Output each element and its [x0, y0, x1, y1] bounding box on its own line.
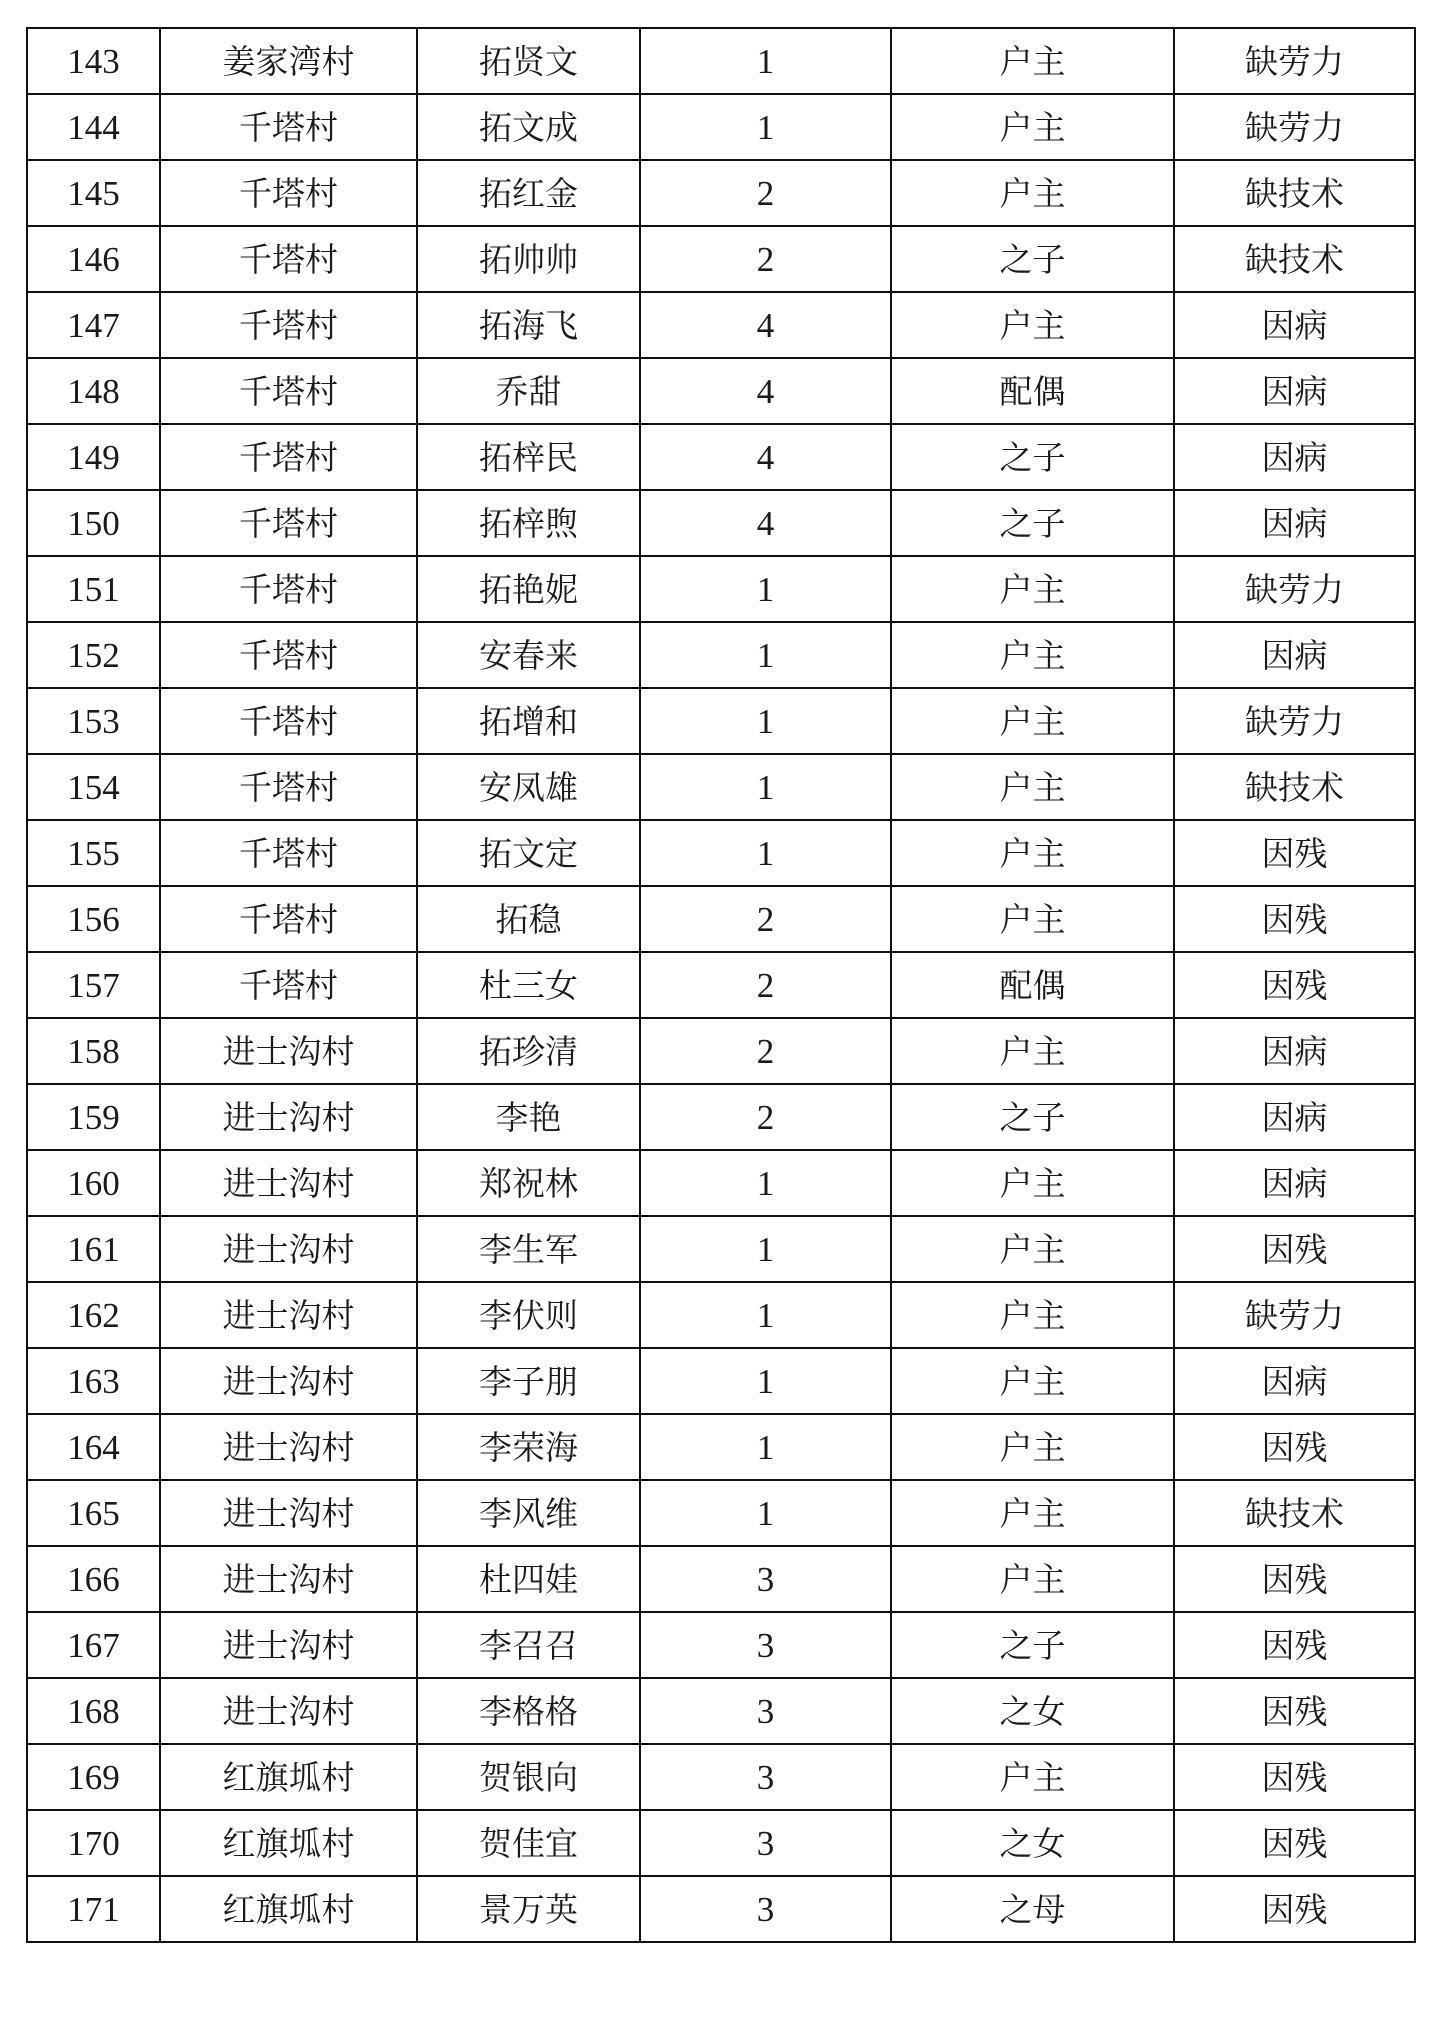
relation-cell: 配偶	[891, 952, 1174, 1018]
village-cell: 进士沟村	[160, 1414, 417, 1480]
row-number-cell: 156	[27, 886, 160, 952]
household-size-cell: 1	[640, 1216, 891, 1282]
poverty-cause-cell: 因病	[1174, 1084, 1415, 1150]
village-cell: 进士沟村	[160, 1612, 417, 1678]
table-row	[27, 820, 1415, 886]
relation-cell: 之子	[891, 424, 1174, 490]
household-size-cell: 4	[640, 292, 891, 358]
relation-cell: 之子	[891, 1084, 1174, 1150]
poverty-cause-cell: 因病	[1174, 1018, 1415, 1084]
table-row	[27, 1876, 1415, 1942]
table-row	[27, 1216, 1415, 1282]
table-row	[27, 1150, 1415, 1216]
relation-cell: 户主	[891, 94, 1174, 160]
table-row	[27, 886, 1415, 952]
relation-cell: 户主	[891, 28, 1174, 94]
household-size-cell: 4	[640, 490, 891, 556]
household-size-cell: 2	[640, 1018, 891, 1084]
poverty-cause-cell: 因病	[1174, 292, 1415, 358]
village-cell: 进士沟村	[160, 1480, 417, 1546]
poverty-cause-cell: 缺劳力	[1174, 28, 1415, 94]
name-cell: 拓红金	[417, 160, 640, 226]
row-number-cell: 148	[27, 358, 160, 424]
row-number-cell: 152	[27, 622, 160, 688]
village-cell: 进士沟村	[160, 1348, 417, 1414]
table-row	[27, 1810, 1415, 1876]
relation-cell: 户主	[891, 1480, 1174, 1546]
household-size-cell: 3	[640, 1678, 891, 1744]
relation-cell: 户主	[891, 820, 1174, 886]
table-row	[27, 1414, 1415, 1480]
name-cell: 景万英	[417, 1876, 640, 1942]
poverty-cause-cell: 因病	[1174, 1150, 1415, 1216]
relation-cell: 户主	[891, 1348, 1174, 1414]
relation-cell: 户主	[891, 1018, 1174, 1084]
name-cell: 拓帅帅	[417, 226, 640, 292]
village-cell: 千塔村	[160, 886, 417, 952]
relation-cell: 配偶	[891, 358, 1174, 424]
name-cell: 拓贤文	[417, 28, 640, 94]
relation-cell: 户主	[891, 1414, 1174, 1480]
village-cell: 进士沟村	[160, 1150, 417, 1216]
household-size-cell: 1	[640, 556, 891, 622]
poverty-cause-cell: 缺技术	[1174, 1480, 1415, 1546]
name-cell: 郑祝林	[417, 1150, 640, 1216]
poverty-cause-cell: 缺劳力	[1174, 688, 1415, 754]
table-body	[27, 28, 1415, 1942]
row-number-cell: 154	[27, 754, 160, 820]
village-cell: 千塔村	[160, 688, 417, 754]
name-cell: 李风维	[417, 1480, 640, 1546]
table-row	[27, 94, 1415, 160]
table-row	[27, 358, 1415, 424]
row-number-cell: 143	[27, 28, 160, 94]
name-cell: 安春来	[417, 622, 640, 688]
household-size-cell: 1	[640, 1282, 891, 1348]
household-size-cell: 2	[640, 952, 891, 1018]
name-cell: 贺银向	[417, 1744, 640, 1810]
poverty-cause-cell: 因病	[1174, 358, 1415, 424]
row-number-cell: 153	[27, 688, 160, 754]
name-cell: 拓文成	[417, 94, 640, 160]
poverty-cause-cell: 因残	[1174, 952, 1415, 1018]
row-number-cell: 168	[27, 1678, 160, 1744]
relation-cell: 户主	[891, 292, 1174, 358]
name-cell: 李子朋	[417, 1348, 640, 1414]
household-size-cell: 3	[640, 1810, 891, 1876]
name-cell: 拓艳妮	[417, 556, 640, 622]
relation-cell: 户主	[891, 1216, 1174, 1282]
household-table	[26, 27, 1416, 1943]
table-row	[27, 1018, 1415, 1084]
household-size-cell: 2	[640, 1084, 891, 1150]
relation-cell: 户主	[891, 886, 1174, 952]
poverty-cause-cell: 缺劳力	[1174, 94, 1415, 160]
relation-cell: 户主	[891, 688, 1174, 754]
row-number-cell: 145	[27, 160, 160, 226]
household-size-cell: 4	[640, 358, 891, 424]
relation-cell: 之母	[891, 1876, 1174, 1942]
poverty-cause-cell: 因病	[1174, 1348, 1415, 1414]
row-number-cell: 167	[27, 1612, 160, 1678]
village-cell: 千塔村	[160, 622, 417, 688]
row-number-cell: 166	[27, 1546, 160, 1612]
table-row	[27, 952, 1415, 1018]
village-cell: 千塔村	[160, 160, 417, 226]
relation-cell: 户主	[891, 754, 1174, 820]
name-cell: 李荣海	[417, 1414, 640, 1480]
table-row	[27, 490, 1415, 556]
household-size-cell: 1	[640, 1414, 891, 1480]
table-row	[27, 1348, 1415, 1414]
household-size-cell: 1	[640, 688, 891, 754]
name-cell: 杜四娃	[417, 1546, 640, 1612]
table-row	[27, 1612, 1415, 1678]
table-row	[27, 1678, 1415, 1744]
relation-cell: 之子	[891, 490, 1174, 556]
village-cell: 千塔村	[160, 358, 417, 424]
row-number-cell: 157	[27, 952, 160, 1018]
name-cell: 拓海飞	[417, 292, 640, 358]
row-number-cell: 170	[27, 1810, 160, 1876]
relation-cell: 户主	[891, 160, 1174, 226]
relation-cell: 之子	[891, 1612, 1174, 1678]
village-cell: 千塔村	[160, 424, 417, 490]
poverty-cause-cell: 因残	[1174, 1876, 1415, 1942]
table-row	[27, 622, 1415, 688]
household-size-cell: 3	[640, 1744, 891, 1810]
village-cell: 姜家湾村	[160, 28, 417, 94]
household-size-cell: 1	[640, 754, 891, 820]
poverty-cause-cell: 因病	[1174, 424, 1415, 490]
name-cell: 拓梓民	[417, 424, 640, 490]
row-number-cell: 169	[27, 1744, 160, 1810]
table-row	[27, 424, 1415, 490]
name-cell: 拓文定	[417, 820, 640, 886]
row-number-cell: 149	[27, 424, 160, 490]
name-cell: 安凤雄	[417, 754, 640, 820]
relation-cell: 之子	[891, 226, 1174, 292]
household-size-cell: 2	[640, 226, 891, 292]
poverty-cause-cell: 因病	[1174, 490, 1415, 556]
table-row	[27, 160, 1415, 226]
relation-cell: 户主	[891, 1744, 1174, 1810]
village-cell: 红旗坬村	[160, 1876, 417, 1942]
table-row	[27, 28, 1415, 94]
village-cell: 进士沟村	[160, 1546, 417, 1612]
poverty-cause-cell: 因残	[1174, 1810, 1415, 1876]
household-size-cell: 1	[640, 28, 891, 94]
relation-cell: 户主	[891, 556, 1174, 622]
poverty-cause-cell: 缺劳力	[1174, 556, 1415, 622]
row-number-cell: 161	[27, 1216, 160, 1282]
row-number-cell: 162	[27, 1282, 160, 1348]
row-number-cell: 158	[27, 1018, 160, 1084]
poverty-cause-cell: 缺劳力	[1174, 1282, 1415, 1348]
poverty-cause-cell: 缺技术	[1174, 754, 1415, 820]
poverty-cause-cell: 缺技术	[1174, 160, 1415, 226]
relation-cell: 户主	[891, 1282, 1174, 1348]
row-number-cell: 165	[27, 1480, 160, 1546]
relation-cell: 户主	[891, 622, 1174, 688]
relation-cell: 之女	[891, 1678, 1174, 1744]
table-row	[27, 688, 1415, 754]
table-row	[27, 226, 1415, 292]
village-cell: 千塔村	[160, 952, 417, 1018]
name-cell: 李艳	[417, 1084, 640, 1150]
table-row	[27, 1480, 1415, 1546]
household-size-cell: 2	[640, 160, 891, 226]
poverty-cause-cell: 缺技术	[1174, 226, 1415, 292]
name-cell: 拓珍清	[417, 1018, 640, 1084]
household-size-cell: 1	[640, 820, 891, 886]
relation-cell: 户主	[891, 1546, 1174, 1612]
poverty-cause-cell: 因残	[1174, 1414, 1415, 1480]
table-row	[27, 1084, 1415, 1150]
household-size-cell: 1	[640, 1480, 891, 1546]
poverty-cause-cell: 因残	[1174, 1678, 1415, 1744]
household-size-cell: 1	[640, 1150, 891, 1216]
row-number-cell: 146	[27, 226, 160, 292]
table-row	[27, 556, 1415, 622]
row-number-cell: 147	[27, 292, 160, 358]
name-cell: 贺佳宜	[417, 1810, 640, 1876]
poverty-cause-cell: 因残	[1174, 1546, 1415, 1612]
table-row	[27, 1282, 1415, 1348]
table-row	[27, 754, 1415, 820]
village-cell: 进士沟村	[160, 1216, 417, 1282]
row-number-cell: 160	[27, 1150, 160, 1216]
row-number-cell: 159	[27, 1084, 160, 1150]
name-cell: 杜三女	[417, 952, 640, 1018]
name-cell: 李召召	[417, 1612, 640, 1678]
name-cell: 李格格	[417, 1678, 640, 1744]
name-cell: 李生军	[417, 1216, 640, 1282]
row-number-cell: 151	[27, 556, 160, 622]
village-cell: 进士沟村	[160, 1084, 417, 1150]
household-size-cell: 3	[640, 1546, 891, 1612]
household-size-cell: 2	[640, 886, 891, 952]
household-size-cell: 1	[640, 1348, 891, 1414]
row-number-cell: 163	[27, 1348, 160, 1414]
village-cell: 千塔村	[160, 226, 417, 292]
poverty-cause-cell: 因残	[1174, 820, 1415, 886]
village-cell: 千塔村	[160, 556, 417, 622]
village-cell: 进士沟村	[160, 1678, 417, 1744]
name-cell: 拓梓煦	[417, 490, 640, 556]
village-cell: 千塔村	[160, 490, 417, 556]
village-cell: 千塔村	[160, 820, 417, 886]
village-cell: 千塔村	[160, 292, 417, 358]
row-number-cell: 144	[27, 94, 160, 160]
household-size-cell: 1	[640, 622, 891, 688]
village-cell: 千塔村	[160, 754, 417, 820]
row-number-cell: 150	[27, 490, 160, 556]
relation-cell: 户主	[891, 1150, 1174, 1216]
name-cell: 乔甜	[417, 358, 640, 424]
village-cell: 红旗坬村	[160, 1744, 417, 1810]
household-size-cell: 4	[640, 424, 891, 490]
poverty-cause-cell: 因残	[1174, 1612, 1415, 1678]
row-number-cell: 171	[27, 1876, 160, 1942]
village-cell: 进士沟村	[160, 1282, 417, 1348]
household-size-cell: 1	[640, 94, 891, 160]
table-row	[27, 292, 1415, 358]
village-cell: 进士沟村	[160, 1018, 417, 1084]
poverty-cause-cell: 因残	[1174, 886, 1415, 952]
table-row	[27, 1744, 1415, 1810]
village-cell: 千塔村	[160, 94, 417, 160]
household-size-cell: 3	[640, 1612, 891, 1678]
poverty-cause-cell: 因残	[1174, 1216, 1415, 1282]
name-cell: 拓稳	[417, 886, 640, 952]
household-size-cell: 3	[640, 1876, 891, 1942]
relation-cell: 之女	[891, 1810, 1174, 1876]
village-cell: 红旗坬村	[160, 1810, 417, 1876]
table-row	[27, 1546, 1415, 1612]
name-cell: 李伏则	[417, 1282, 640, 1348]
name-cell: 拓增和	[417, 688, 640, 754]
poverty-cause-cell: 因病	[1174, 622, 1415, 688]
row-number-cell: 155	[27, 820, 160, 886]
poverty-cause-cell: 因残	[1174, 1744, 1415, 1810]
row-number-cell: 164	[27, 1414, 160, 1480]
